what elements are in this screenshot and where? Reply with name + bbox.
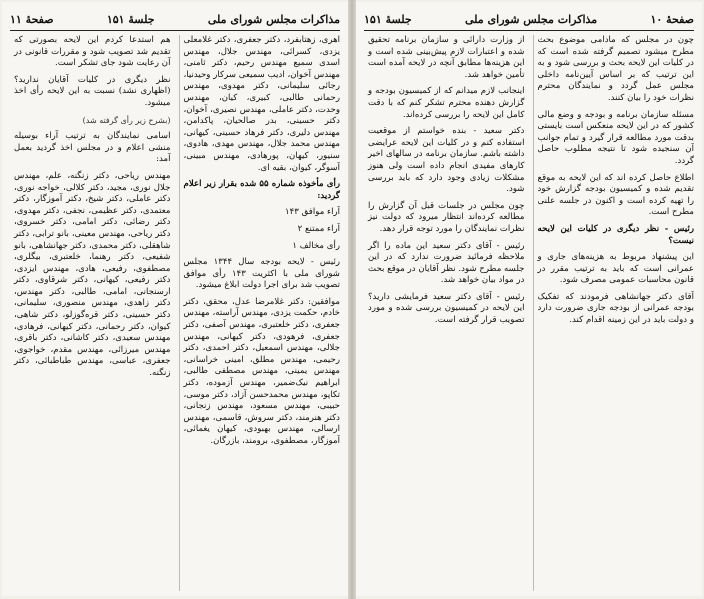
paragraph: مسئله سازمان برنامه و بودجه و وضع مالی کشور که در این لایحه منعکس است بایستی بدقت مورد مطالعه قرار گیرد و تمام جوانب آن سنجیده شود تا نتیجه مطلوب حاصل گردد. xyxy=(537,109,694,166)
paragraph: چون در مجلس که مادامی موضوع بحث مطرح میشود تصمیم گرفته شده است که در کلیات این لایحه بحث و بررسی شود و به این ترتیب که بر اساس آیین‌نامه داخلی مجلس عمل گردد و نمایندگان محترم نظرات خود را بیان کنند. xyxy=(537,35,694,103)
left-page xyxy=(2,2,348,596)
paragraph: رئیس - لایحه بودجه سال ۱۳۴۴ مجلس شورای ملی با اکثریت ۱۴۳ رأی موافق تصویب شد برای اجرا دولت ابلاغ میشود. xyxy=(183,257,340,291)
paragraph: رئیس - آقای دکتر سعید این ماده را اگر ملاحظه فرمائید ضرورت ندارد که در این جلسه مطرح شود. نظر آقایان در موقع بحث در مواد بیان خواهد شد. xyxy=(368,240,525,286)
paragraph: (بشرح زیر رأی گرفته شد) xyxy=(82,115,171,125)
paragraph: نظر دیگری در کلیات آقایان ندارید؟ (اظهاری نشد) نسبت به این لایحه رأی اخذ میشود. xyxy=(14,74,171,108)
right-page-header xyxy=(364,8,694,31)
paragraph: چون مجلس در جلسات قبل آن گزارش را مطالعه کرده‌اند انتظار میرود که دولت نیز نظرات نمایندگان را مورد توجه قرار دهد. xyxy=(368,200,525,234)
right-header-session: جلسهٔ ۱۵۱ xyxy=(364,12,412,26)
paragraph: موافقین: دکتر غلامرضا عدل، محقق، دکتر خادم، حکمت یزدی، مهندس آراسته، مهندس جعفری، دکتر خلعتبری، مهندس آصفی، دکتر جعفری، فرهودی، دکتر کیهانی، مهندس جلالی، مهندس اسمعیل، دکتر احمدی، دکتر رحیمی، مهندس مطلق، امینی خراسانی، مهندس یمینی، مهندس مصطفی طالبی، ابراهیم نیک‌ضمیر، مهندس آزموده، دکتر تکاپو، مهندس محمدحسن آزاد، دکتر موسی، حبیبی، مهندس مسعود، مهندس زنجانی، دکتر هنرمند، دکتر سروش، قاسمی، مهندس ارسالی، مهندس بهبودی، کیهان یغمائی، آموزگار، مصطفوی، برومند، بازرگان. xyxy=(183,296,340,446)
left-page-right-column xyxy=(179,35,341,591)
paragraph: اهری، زهتابفرد، دکتر جعفری، دکتر غلامعلی یزدی، کسرائی، مهندس جلال، مهندس اسدی سمیع مهندس رحیم، دکتر ثامنی، مهندس آخوان، ادیب سمیعی سرکار وحیدنیا، رجائی سلیمانی، دکتر مهدوی، مهندس رحمانی طالبی، کبیری، کیان، مهندس وحدت، دکتر عاملی، مهندس نصیری، آخوان، دکتر حسینی، بدر صالحیان، پاکدامن، مهندس دلیری، دکتر فرهاد حسینی، کیهانی، مهندس محمد جلال، مهندس مهدی، هادوی، سنیور، کیهان، پورهادی، مهندس مبینی، آسوگر، کیوان، بقیه ای. xyxy=(183,35,340,173)
right-header-page-number: صفحهٔ ۱۰ xyxy=(650,12,694,26)
right-page-columns xyxy=(364,35,694,591)
right-header-journal: مذاکرات مجلس شورای ملی xyxy=(465,12,598,26)
paragraph: رأی مأخوذه شماره ۵۵ شده بقرار زیر اعلام گردید: xyxy=(183,179,340,201)
left-header-session: جلسهٔ ۱۵۱ xyxy=(106,12,155,26)
paragraph: رئیس - آقای دکتر سعید فرمایشی دارید؟ این لایحه در کمیسیون بررسی شده و مورد تصویب قرار گرفته است. xyxy=(368,291,525,326)
paragraph: دکتر سعید - بنده خواستم از موقعیت استفاده کنم و در کلیات این لایحه عرایضی داشته باشم. سازمان برنامه در سالهای اخیر کارهای مفیدی انجام داده است ولی هنوز مشکلات زیادی وجود دارد که باید بررسی شود. xyxy=(368,126,525,195)
right-page-right-column xyxy=(533,35,695,591)
left-page-left-column xyxy=(10,35,171,591)
paragraph: رئیس - نظر دیگری در کلیات این لایحه نیست؟ xyxy=(537,223,694,246)
vote-abstain-count: آراء ممتنع ۲ xyxy=(297,223,340,234)
left-page-columns xyxy=(10,35,340,591)
right-page-left-column xyxy=(364,35,525,591)
left-page-header xyxy=(10,8,340,31)
paragraph: مهندس ریاحی، دکتر زنگنه، علم، مهندس جلال نوری، مجید، دکتر کلالی، خواجه نوری، دکتر عاملی، دکتر شیخ، دکتر آموزگار، دکتر معتمدی، دکتر عظیمی، نجفی، دکتر مهدوی، دکتر رضائی، دکتر امامی، دکتر خسروی، دکتر ریاحی، مهندس معینی، بانو ترابی، دکتر شاهقلی، دکتر محمدی، دکتر جهانشاهی، بانو شفیعی، دکتر رهنما، خلعتبری، بیگلری، مصطفوی، رفیعی، هادی، مهندس ایزدی، دکتر رفیعی، کیهانی، دکتر شرقاوی، دکتر ارسنجانی، امامی، طالبی، دکتر مهندس، دکتر زاهدی، مهندس منصوری، سلیمانی، دکتر حسینی، دکتر قره‌گوزلو، دکتر شاهی، کیوان، دکتر رحمانی، دکتر کیهانی، فرهادی، مهندس سعیدی، دکتر کاشانی، دکتر باقری، مهندس میرزائی، مهندس مقدم، خواجوی، جعفری، عباسی، مهندس طباطبائی، دکتر زنگنه. xyxy=(14,170,171,379)
book-gutter xyxy=(348,0,356,599)
paragraph: اسامی نمایندگان به ترتیب آراء بوسیله منشی اعلام و در مجلس اخذ گردید بعمل آمد: xyxy=(14,131,171,165)
paragraph: هم استدعا کردم این لایحه بصورتی که تقدیم شد تصویب شود و مقررات قانونی در آن رعایت شود جای تشکر است. xyxy=(14,35,171,69)
paragraph: اینجانب لازم میدانم که از کمیسیون بودجه و گزارش دهنده محترم تشکر کنم که با دقت کامل این لایحه را بررسی کرده‌اند. xyxy=(368,86,525,120)
right-page xyxy=(356,2,702,596)
vote-no-count: رأی مخالف ۱ xyxy=(292,240,340,251)
paragraph: این پیشنهاد مربوط به هزینه‌های جاری و عمرانی است که باید به ترتیب مقرر در قانون محاسبات عمومی مصرف شود. xyxy=(537,252,694,286)
paragraph: اطلاع حاصل کرده اند که این لایحه به موقع تقدیم شده و کمیسیون بودجه گزارش خود را تهیه کرده است و اکنون در جلسه علنی مطرح است. xyxy=(537,172,694,218)
paragraph: از وزارت دارائی و سازمان برنامه تحقیق شده و اعتبارات لازم پیش‌بینی شده است و این هزینه‌ها مطابق آنچه در لایحه آمده است تأمین خواهد شد. xyxy=(368,35,525,80)
vote-yes-count: آراء موافق ۱۴۳ xyxy=(285,207,340,218)
left-header-journal: مذاکرات مجلس شورای ملی xyxy=(207,12,340,26)
paragraph: آقای دکتر جهانشاهی فرمودند که تفکیک بودجه عمرانی از بودجه جاری ضرورت دارد و دولت باید در این زمینه اقدام کند. xyxy=(537,291,694,326)
left-header-page-number: صفحهٔ ۱۱ xyxy=(10,12,54,26)
